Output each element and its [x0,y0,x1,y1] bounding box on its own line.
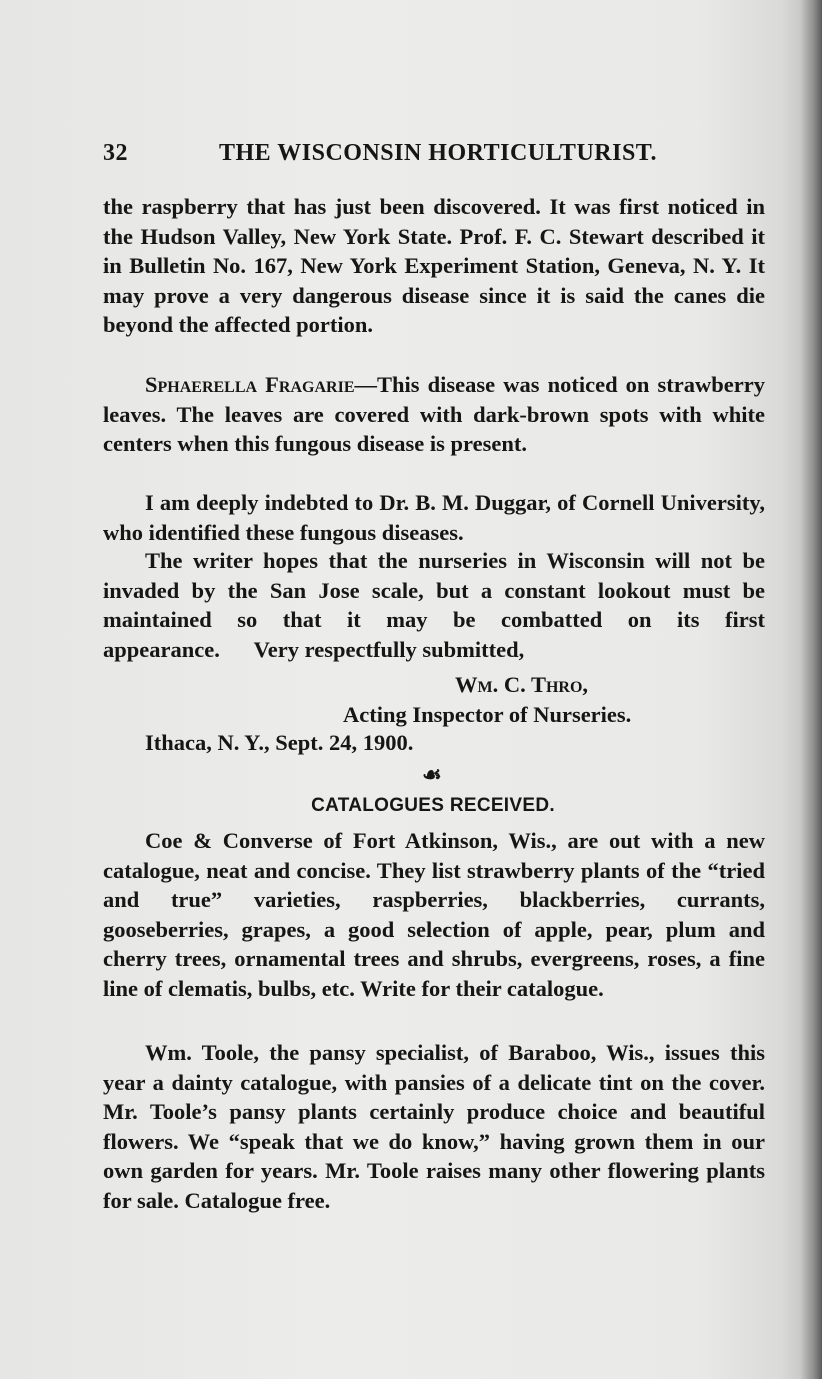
paragraph-text: —This disease was noticed on strawberry leaves. The leaves are covered with dark-brown spots with white centers when this fungous disease is present. [103,372,766,457]
article-paragraph-1 [103,192,765,340]
page-number: 32 [103,140,128,166]
paragraph-text: the raspberry that has just been discovered. It was first noticed in the Hudson Valley, New York State. Prof. F. C. Stewart described it in Bulletin No. 167, New York Experiment Station, Geneva, N. Y. It may prove a very dangerous disease since it is said the canes die beyond the affected portion. [103,194,765,338]
paragraph-text: The writer hopes that the nurseries in Wisconsin will not be invaded by the San Jose scale, but a constant lookout must be maintained so that it may be combatted on its first appearance. [103,548,765,662]
section-heading: CATALOGUES RECEIVED. [311,795,555,816]
paragraph-text: Wm. Toole, the pansy specialist, of Baraboo, Wis., issues this year a dainty catalogue, with pansies of a delicate tint on the cover. Mr. Toole’s pansy plants certainly produce choice and beautiful flowers. We “speak that we do know,” having grown them in our own garden for years. Mr. Toole raises many other flowering plants for sale. Catalogue free. [103,1040,765,1213]
article-paragraph-3 [103,488,765,547]
closing-line: Very respectfully submitted, [253,636,525,662]
catalogue-paragraph-1 [103,826,765,1004]
ornament-icon: ☙ [422,762,442,787]
article-paragraph-4 [103,546,765,664]
signature-name: Wm. C. Thro, [455,672,589,697]
place-date: Ithaca, N. Y., Sept. 24, 1900. [145,730,414,755]
signature-title: Acting Inspector of Nurseries. [343,702,632,727]
species-name: Sphaerella Fragarie [145,372,355,397]
article-paragraph-2 [103,370,765,459]
running-title: THE WISCONSIN HORTICULTURIST. [219,140,658,166]
page-edge-shadow [800,0,822,1379]
paragraph-text: Coe & Converse of Fort Atkinson, Wis., are out with a new catalogue, neat and concise. They list strawberry plants of the “tried and true” varieties, raspberries, blackberries, currants, gooseberries, grapes, a good selection of apple, pear, plum and cherry trees, ornamental trees and shrubs, evergreens, roses, a fine line of clematis, bulbs, etc. Write for their catalogue. [103,828,765,1001]
catalogue-paragraph-2 [103,1038,765,1216]
paragraph-text: I am deeply indebted to Dr. B. M. Duggar, of Cornell University, who identified these fungous diseases. [103,490,765,545]
